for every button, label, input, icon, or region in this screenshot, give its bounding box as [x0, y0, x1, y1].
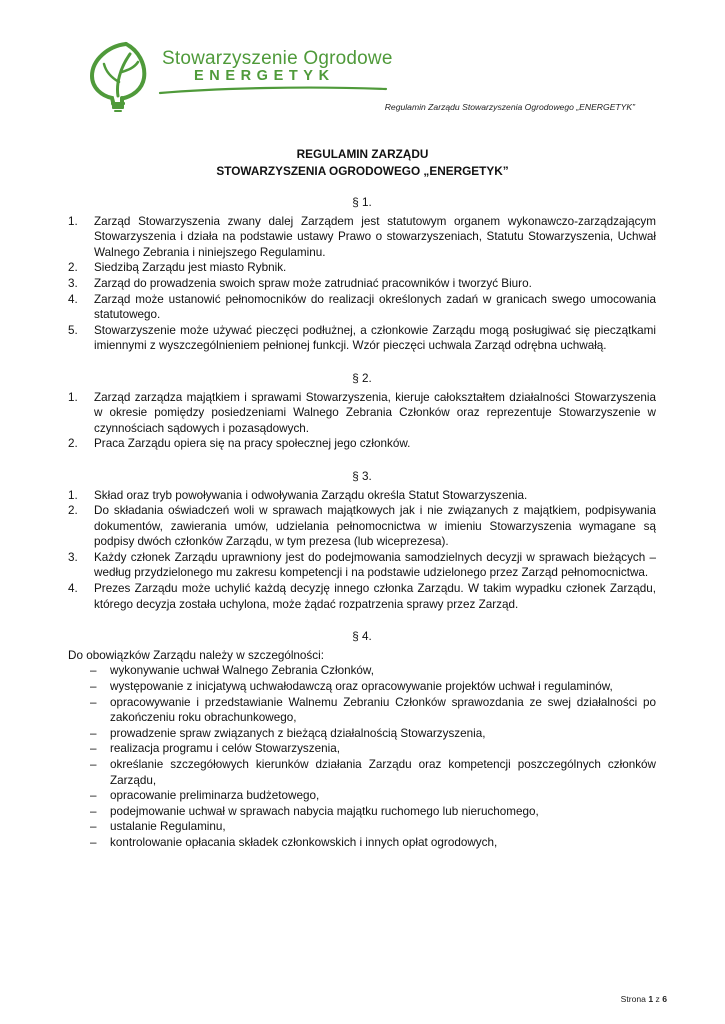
- dash-bullet: –: [90, 789, 97, 803]
- item-text: Do składania oświadczeń woli w sprawach majątkowych jak i nie związanych z majątkiem, podpisywania dokumentów, zawierania umów, udzielania pełnomocnictwa w imieniu Stowarzyszenia wymagane są podpisy dwóch członków Zarządu, w tym prezesa (lub wiceprezesa).: [94, 504, 656, 549]
- item-text: wykonywanie uchwał Walnego Zebrania Członków,: [110, 664, 374, 678]
- list-item: [68, 276, 656, 292]
- item-text: określanie szczegółowych kierunków działania Zarządu oraz kompetencji poszczególnych członków Zarządu,: [110, 758, 656, 787]
- item-text: opracowanie preliminarza budżetowego,: [110, 789, 320, 803]
- item-number: 2.: [68, 261, 78, 275]
- logo-name-line1: Stowarzyszenie Ogrodowe: [162, 48, 393, 69]
- list-item: [90, 695, 656, 726]
- dash-bullet: –: [90, 726, 97, 740]
- section-4-duties-list: [68, 663, 656, 850]
- list-item: [68, 503, 656, 550]
- section-heading: § 3.: [352, 469, 372, 483]
- logo-underline-swoosh: [158, 84, 388, 96]
- leaf-bulb-icon: [86, 40, 166, 112]
- item-text: prowadzenie spraw związanych z bieżącą działalnością Stowarzyszenia,: [110, 726, 486, 740]
- item-text: Praca Zarządu opiera się na pracy społecznej jego członków.: [94, 437, 411, 451]
- item-text: Zarząd do prowadzenia swoich spraw może zatrudniać pracowników i tworzyć Biuro.: [94, 276, 532, 290]
- list-item: [68, 292, 656, 323]
- item-number: 1.: [68, 488, 78, 502]
- item-text: podejmowanie uchwał w sprawach nabycia majątku ruchomego lub nieruchomego,: [110, 804, 539, 818]
- logo-name-line2: ENERGETYK: [194, 68, 335, 84]
- item-text: opracowywanie i przedstawianie Walnemu Zebraniu Członków sprawozdania ze swej działalności po zakończeniu roku obrachunkowego,: [110, 695, 656, 725]
- section-heading: § 4.: [352, 630, 372, 644]
- list-item: [68, 390, 656, 437]
- dash-bullet: –: [90, 804, 97, 818]
- footer-current-page: 1: [648, 994, 654, 1004]
- item-text: Skład oraz tryb powoływania i odwoływania Zarządu określa Statut Stowarzyszenia.: [94, 488, 528, 502]
- list-item: [68, 436, 656, 452]
- item-text: Siedzibą Zarządu jest miasto Rybnik.: [94, 261, 287, 275]
- list-item: [68, 550, 656, 581]
- footer-total-pages: 6: [662, 994, 667, 1004]
- section-4-intro: Do obowiązków Zarządu należy w szczególności:: [68, 648, 324, 662]
- list-item: [90, 835, 656, 851]
- item-text: kontrolowanie opłacania składek członkowskich i innych opłat ogrodowych,: [110, 835, 498, 849]
- item-number: 2.: [68, 437, 78, 451]
- section-heading: § 2.: [352, 371, 372, 385]
- item-text: Zarząd może ustanowić pełnomocników do realizacji określonych zadań w granicach swego umocowania statutowego.: [94, 292, 656, 322]
- item-text: Zarząd Stowarzyszenia zwany dalej Zarządem jest statutowym organem wykonawczo-zarządzającym Stowarzyszenia i działa na podstawie ustawy Prawo o stowarzyszeniach, Statutu Stowarzyszenia, Uchwał Walnego Zebrania i niniejszego Regulaminu.: [94, 214, 656, 259]
- item-number: 4.: [68, 582, 78, 596]
- document-title-line2: STOWARZYSZENIA OGRODOWEGO „ENERGETYK”: [216, 164, 509, 178]
- list-item: [90, 788, 656, 804]
- document-title-line1: REGULAMIN ZARZĄDU: [296, 147, 429, 161]
- dash-bullet: –: [90, 742, 97, 756]
- list-item: [68, 488, 656, 504]
- item-number: 4.: [68, 292, 78, 306]
- item-number: 1.: [68, 390, 78, 404]
- item-text: Każdy członek Zarządu uprawniony jest do podejmowania samodzielnych decyzji w sprawach bieżących – według przydzielonego mu zakresu kompetencji i na podstawie udzielonego przez Zarząd pełnomocnictwa.: [94, 550, 656, 580]
- item-number: 1.: [68, 214, 78, 228]
- dash-bullet: –: [90, 758, 97, 771]
- list-item: [90, 741, 656, 757]
- list-item: [90, 819, 656, 835]
- list-item: [68, 581, 656, 612]
- item-number: 3.: [68, 276, 78, 290]
- list-item: [68, 323, 656, 354]
- list-item: [68, 214, 656, 261]
- item-number: 2.: [68, 504, 78, 518]
- item-text: Zarząd zarządza majątkiem i sprawami Stowarzyszenia, kieruje całokształtem działalności Stowarzyszenia w okresie pomiędzy posiedzeniami Walnego Zebrania Członków oraz reprezentuje Stowarzyszenie w czynnościach sądowych i pozasądowych.: [94, 390, 656, 435]
- item-text: ustalanie Regulaminu,: [110, 820, 226, 834]
- section-2-list: [68, 390, 656, 452]
- item-text: Prezes Zarządu może uchylić każdą decyzję innego członka Zarządu. W takim wypadku członek Zarządu, którego decyzja została uchylona, może żądać rozpatrzenia sprawy przez Zarząd.: [94, 582, 656, 611]
- document-body: [68, 195, 656, 851]
- dash-bullet: –: [90, 664, 97, 678]
- section-1-list: [68, 214, 656, 354]
- dash-bullet: –: [90, 695, 97, 709]
- list-item: [90, 679, 656, 695]
- page-number-footer: [621, 994, 667, 1004]
- list-item: [90, 757, 656, 788]
- list-item: [90, 726, 656, 742]
- dash-bullet: –: [90, 820, 97, 834]
- organization-logo: [86, 40, 393, 112]
- list-item: [68, 260, 656, 276]
- dash-bullet: –: [90, 835, 97, 849]
- footer-of: z: [655, 994, 660, 1004]
- item-number: 3.: [68, 550, 78, 564]
- header-note: Regulamin Zarządu Stowarzyszenia Ogrodowego „ENERGETYK”: [384, 102, 635, 112]
- list-item: [90, 663, 656, 679]
- footer-label: Strona: [620, 994, 646, 1004]
- section-3-list: [68, 488, 656, 613]
- item-text: występowanie z inicjatywą uchwałodawczą oraz opracowywanie projektów uchwał i regulaminów,: [110, 680, 613, 694]
- list-item: [90, 804, 656, 820]
- item-text: realizacja programu i celów Stowarzyszenia,: [110, 742, 340, 756]
- section-heading: § 1.: [352, 196, 372, 209]
- dash-bullet: –: [90, 680, 97, 694]
- item-number: 5.: [68, 323, 78, 337]
- item-text: Stowarzyszenie może używać pieczęci podłużnej, a członkowie Zarządu mogą posługiwać się pieczątkami imiennymi z wyszczególnieniem pełnionej funkcji. Wzór pieczęci uchwala Zarząd odrębna uchwałą.: [94, 323, 656, 353]
